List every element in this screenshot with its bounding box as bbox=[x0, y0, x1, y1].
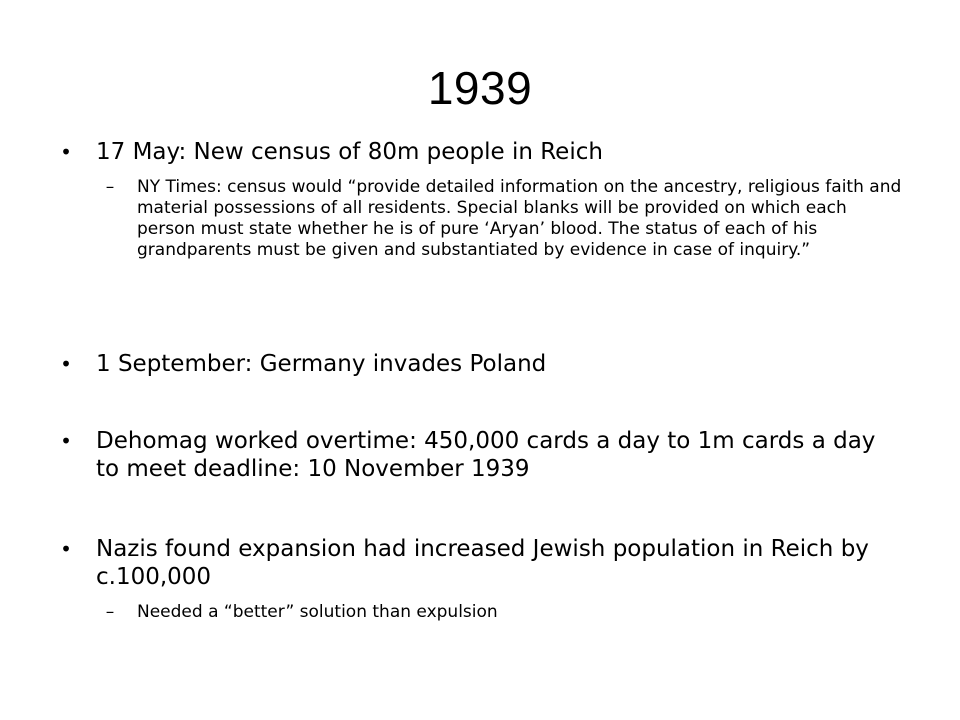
bullet-item bbox=[60, 427, 896, 483]
dash-icon: – bbox=[105, 177, 115, 197]
dash-icon: – bbox=[105, 602, 115, 622]
bullet-icon: • bbox=[60, 352, 72, 376]
sub-bullet-item bbox=[105, 602, 907, 623]
sub-bullet-text: Needed a “better” solution than expulsion bbox=[137, 602, 498, 622]
bullet-text: 17 May: New census of 80m people in Reich bbox=[96, 139, 603, 165]
slide-title: 1939 bbox=[427, 62, 533, 114]
sub-bullet-text: NY Times: census would “provide detailed information on the ancestry, religious faith and material possessions of all residents. Special blanks will be provided on which each person must state whether he is of pure ‘Aryan’ blood. The status of each of his grandparents must be given and substantiated by evidence in case of inquiry.” bbox=[137, 177, 902, 260]
sub-bullet-item bbox=[105, 177, 907, 261]
bullet-text: Nazis found expansion had increased Jewish population in Reich by c.100,000 bbox=[96, 536, 869, 590]
bullet-text: 1 September: Germany invades Poland bbox=[96, 351, 547, 377]
bullet-item bbox=[60, 350, 896, 378]
bullet-icon: • bbox=[60, 140, 72, 164]
bullet-icon: • bbox=[60, 429, 72, 453]
bullet-item bbox=[60, 535, 896, 591]
bullet-item bbox=[60, 138, 896, 166]
bullet-icon: • bbox=[60, 537, 72, 561]
bullet-text: Dehomag worked overtime: 450,000 cards a day to 1m cards a day to meet deadline: 10 November 1939 bbox=[96, 428, 876, 482]
